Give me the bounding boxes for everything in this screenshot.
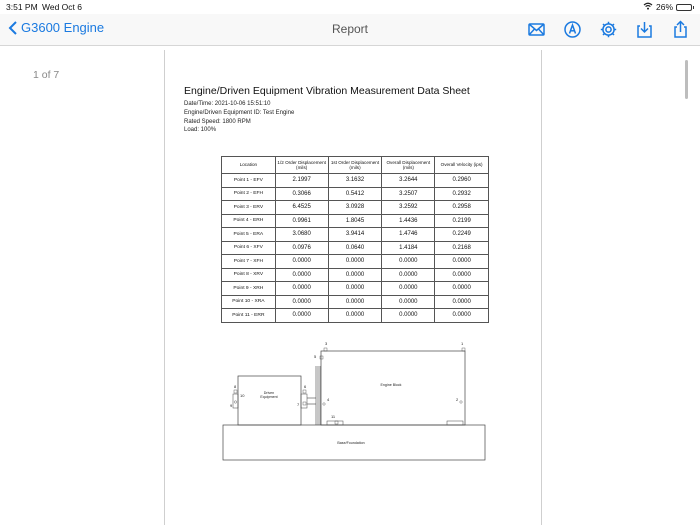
cell-value: 0.0000 [382,268,435,282]
point-10-label: 10 [240,393,245,398]
meta-datetime: Date/Time: 2021-10-06 15:51:10 [184,101,271,107]
table-row [222,174,489,188]
driven-equipment-shape [238,376,301,425]
cell-location: Point 9 - XRH [222,282,276,296]
engine-block-shape [321,351,465,425]
meta-rated-speed: Rated Speed: 1800 RPM [184,118,251,125]
cell-location: Point 8 - XRV [222,268,276,282]
page-indicator: 1 of 7 [33,69,60,81]
cell-value: 0.0976 [275,241,328,255]
table-row [222,295,489,309]
cell-value: 0.0640 [328,241,382,255]
table-row [222,241,489,255]
cell-location: Point 7 - XFH [222,255,276,269]
header-location: Location [222,157,276,174]
table-row [222,255,489,269]
cell-value: 0.0000 [328,255,382,269]
table-row [222,268,489,282]
cell-value: 0.0000 [328,268,382,282]
status-time: 3:51 PM [6,2,38,12]
cell-value: 0.2249 [435,228,489,242]
download-icon[interactable] [635,20,654,39]
base-foundation-label: Base/Foundation [337,441,365,445]
cell-location: Point 6 - XFV [222,241,276,255]
cell-value: 0.0000 [435,282,489,296]
cell-value: 0.0000 [382,309,435,323]
table-row [222,201,489,215]
document-viewer[interactable] [0,47,700,525]
back-label: G3600 Engine [21,20,105,35]
driven-equipment-label-1: Driven [263,391,275,395]
point-4-label: 4 [327,397,330,402]
cell-value: 0.0000 [382,295,435,309]
cell-value: 1.4436 [382,214,435,228]
gear-icon[interactable] [599,20,618,39]
cell-value: 1.4746 [382,228,435,242]
cell-value: 6.4525 [275,201,328,215]
point-markers [230,341,465,424]
cell-value: 3.1632 [328,174,382,188]
cell-value: 0.2960 [435,174,489,188]
point-8-label: 8 [234,384,237,389]
cell-value: 0.9961 [275,214,328,228]
point-2-label: 2 [456,397,459,402]
point-11-label: 11 [331,414,336,419]
table-row [222,309,489,323]
meta-load: Load: 100% [184,127,217,134]
header-overall-displacement: Overall Displacement (mils) [382,157,435,174]
cell-location: Point 5 - ERA [222,228,276,242]
battery-percent: 26% [655,2,673,12]
document-title: Engine/Driven Equipment Vibration Measurement Data Sheet [184,85,470,97]
cell-value: 0.0000 [435,309,489,323]
document-meta [184,100,294,135]
cell-value: 3.0680 [275,228,328,242]
cell-value: 0.0000 [275,282,328,296]
point-7-label: 7 [297,402,300,407]
cell-value: 3.9414 [328,228,382,242]
cell-value: 0.0000 [382,282,435,296]
table-row [222,228,489,242]
status-date: Wed Oct 6 [42,2,82,12]
cell-location: Point 1 - EFV [222,174,276,188]
mail-icon[interactable] [527,20,546,39]
cell-value: 2.1997 [275,174,328,188]
point-1-label: 1 [461,341,464,346]
driven-equipment-label-2: Equipment [260,395,278,399]
cell-location: Point 10 - XRA [222,295,276,309]
cell-value: 0.0000 [382,255,435,269]
table-row [222,214,489,228]
cell-value: 0.0000 [328,282,382,296]
cell-value: 0.0000 [328,295,382,309]
header-overall-velocity: Overall Velocity (ips) [435,157,489,174]
table-row [222,187,489,201]
toolbar [527,20,690,39]
cell-location: Point 3 - ERV [222,201,276,215]
navigation-bar [0,14,700,46]
cell-location: Point 4 - ERH [222,214,276,228]
cell-value: 0.0000 [275,295,328,309]
vibration-table [221,156,489,323]
meta-equipment-id: Engine/Driven Equipment ID: Test Engine [184,109,295,116]
cell-value: 0.0000 [275,268,328,282]
measurement-diagram [221,336,487,462]
cell-value: 0.2199 [435,214,489,228]
cell-value: 0.0000 [275,309,328,323]
cell-value: 0.0000 [275,255,328,269]
markup-icon[interactable] [563,20,582,39]
status-bar [0,0,700,14]
table-header-row [222,157,489,174]
status-right [643,2,692,12]
cell-value: 0.2168 [435,241,489,255]
cell-value: 3.2592 [382,201,435,215]
document-page [164,50,542,525]
nav-title: Report [331,22,369,36]
battery-icon [676,4,692,11]
cell-value: 0.5412 [328,187,382,201]
cell-value: 3.2644 [382,174,435,188]
point-5-label: 5 [314,354,317,359]
point-9-label: 9 [230,403,233,408]
share-icon[interactable] [671,20,690,39]
wifi-icon [643,2,653,12]
cell-value: 3.2507 [382,187,435,201]
cell-value: 1.8045 [328,214,382,228]
cell-value: 0.3066 [275,187,328,201]
cell-value: 0.0000 [435,255,489,269]
cell-value: 1.4184 [382,241,435,255]
scrollbar[interactable] [685,60,688,99]
point-3-label: 3 [325,341,328,346]
cell-value: 0.2958 [435,201,489,215]
cell-value: 0.2932 [435,187,489,201]
cell-value: 0.0000 [435,268,489,282]
cell-value: 0.0000 [328,309,382,323]
engine-block-label: Engine Block [380,383,402,387]
cell-location: Point 11 - ERR [222,309,276,323]
header-half-order: 1/2 Order Displacement (mils) [275,157,328,174]
header-first-order: 1st Order Displacement (mils) [328,157,382,174]
cell-value: 0.0000 [435,295,489,309]
cell-value: 3.0928 [328,201,382,215]
table-row [222,282,489,296]
point-6-label: 6 [304,384,307,389]
cell-location: Point 2 - EFH [222,187,276,201]
